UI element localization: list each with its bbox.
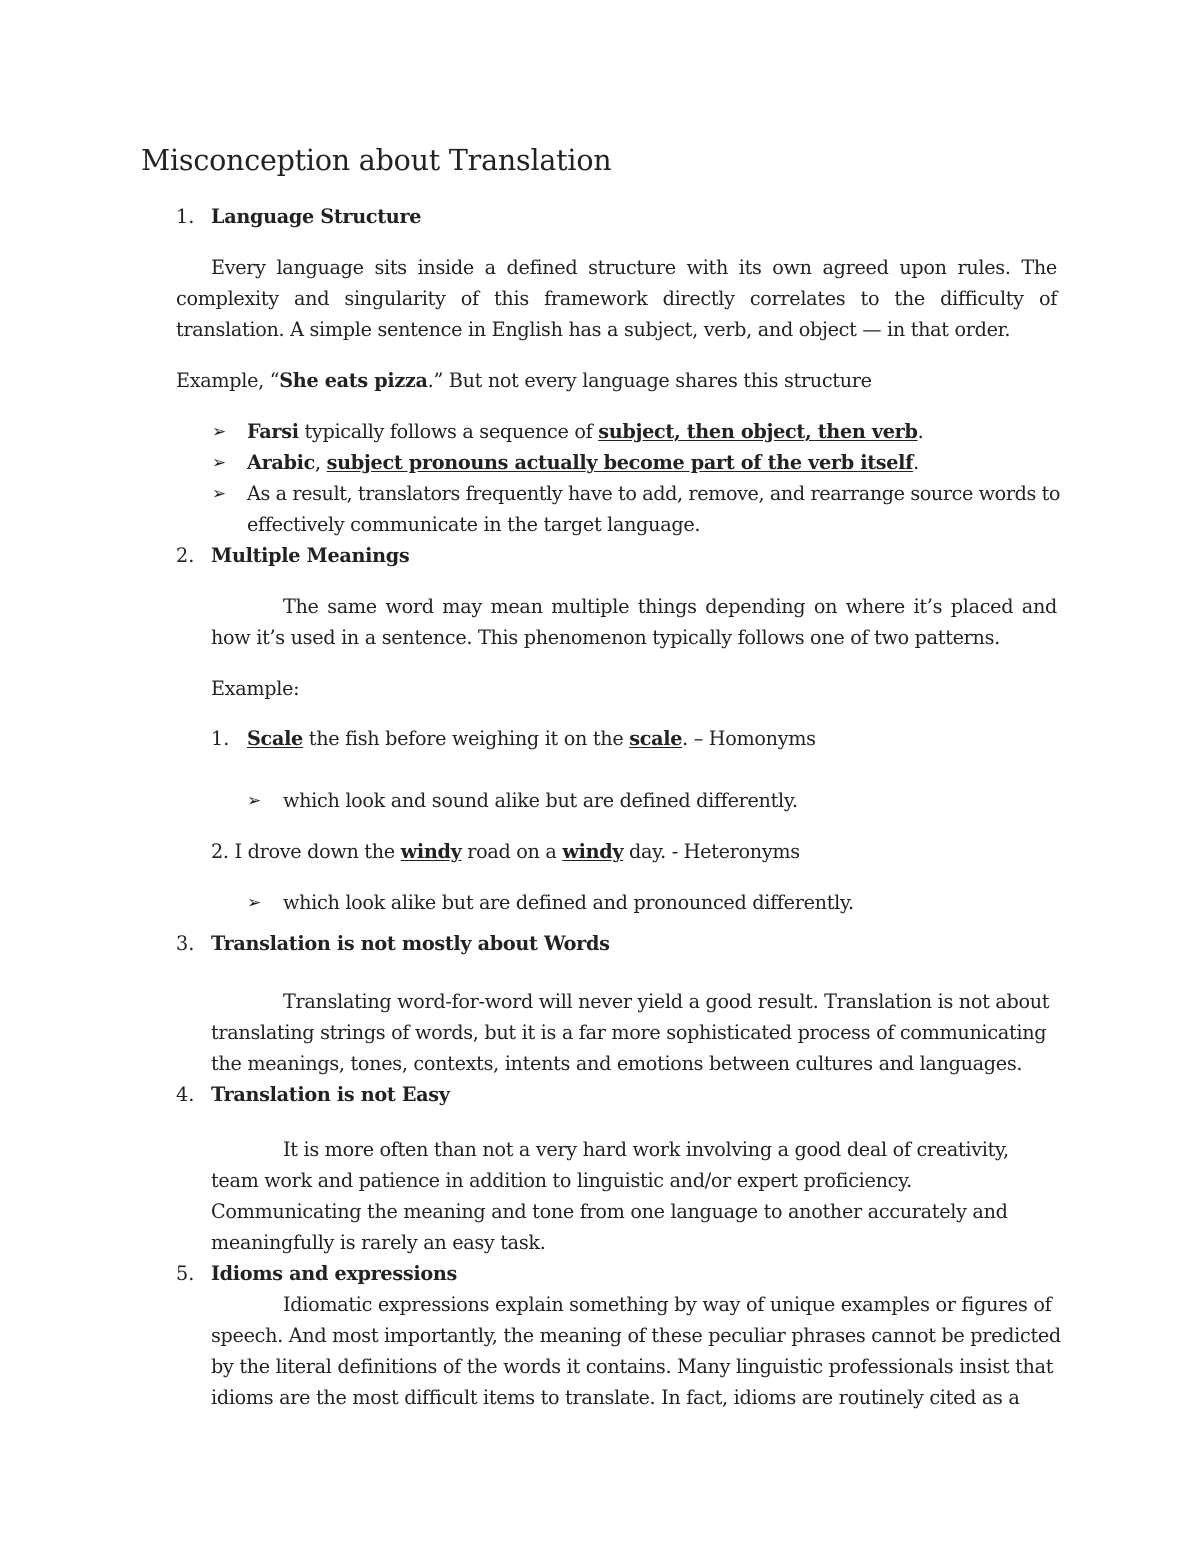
s1-bullet-result-line-1: As a result, translators frequently have to add, remove, and rearrange source words to bbox=[247, 482, 1061, 505]
s1-bullet-arabic: Arabic, subject pronouns actually become part of the verb itself. bbox=[247, 451, 919, 474]
section-1-number: 1. bbox=[176, 205, 195, 228]
arrow-bullet-icon: ➢ bbox=[212, 484, 227, 504]
s2-example-2-note: which look alike but are defined and pronounced differently. bbox=[283, 891, 854, 914]
section-4-number: 4. bbox=[176, 1083, 195, 1106]
s5-paragraph-line-3: by the literal definitions of the words it contains. Many linguistic professionals insist that bbox=[211, 1355, 1054, 1378]
s2-example-1-note: which look and sound alike but are defined differently. bbox=[283, 789, 798, 812]
section-5-heading: Idioms and expressions bbox=[211, 1262, 457, 1285]
s1-bullet-farsi: Farsi typically follows a sequence of subject, then object, then verb. bbox=[247, 420, 924, 443]
s5-paragraph-line-2: speech. And most importantly, the meaning of these peculiar phrases cannot be predicted bbox=[211, 1324, 1061, 1347]
arrow-bullet-icon: ➢ bbox=[247, 893, 262, 913]
section-2-heading: Multiple Meanings bbox=[211, 544, 410, 567]
s2-paragraph-line-2: how it’s used in a sentence. This phenomenon typically follows one of two patterns. bbox=[211, 626, 1000, 649]
arrow-bullet-icon: ➢ bbox=[212, 422, 227, 442]
s3-paragraph-line-1: Translating word-for-word will never yield a good result. Translation is not about bbox=[283, 990, 1050, 1013]
s5-paragraph-line-1: Idiomatic expressions explain something by way of unique examples or figures of bbox=[283, 1293, 1052, 1316]
section-3-heading: Translation is not mostly about Words bbox=[211, 932, 610, 955]
section-4-heading: Translation is not Easy bbox=[211, 1083, 450, 1106]
page-title: Misconception about Translation bbox=[141, 144, 612, 177]
section-5-number: 5. bbox=[176, 1262, 195, 1285]
s3-paragraph-line-2: translating strings of words, but it is a far more sophisticated process of communicating bbox=[211, 1021, 1047, 1044]
s1-paragraph-line-2: complexity and singularity of this framework directly correlates to the difficulty of bbox=[176, 287, 1057, 310]
s1-bullet-result-line-2: effectively communicate in the target language. bbox=[247, 513, 701, 536]
section-3-number: 3. bbox=[176, 932, 195, 955]
s1-example: Example, “She eats pizza.” But not every language shares this structure bbox=[176, 369, 872, 392]
s1-paragraph-line-1: Every language sits inside a defined structure with its own agreed upon rules. The bbox=[211, 256, 1057, 279]
arrow-bullet-icon: ➢ bbox=[247, 791, 262, 811]
section-2-number: 2. bbox=[176, 544, 195, 567]
s4-paragraph-line-4: meaningfully is rarely an easy task. bbox=[211, 1231, 546, 1254]
s2-example-label: Example: bbox=[211, 677, 300, 700]
section-1-heading: Language Structure bbox=[211, 205, 422, 228]
s2-paragraph-line-1: The same word may mean multiple things depending on where it’s placed and bbox=[283, 595, 1057, 618]
s2-example-2: 2. I drove down the windy road on a windy day. - Heteronyms bbox=[211, 840, 800, 863]
s3-paragraph-line-3: the meanings, tones, contexts, intents and emotions between cultures and languages. bbox=[211, 1052, 1023, 1075]
arrow-bullet-icon: ➢ bbox=[212, 453, 227, 473]
s1-paragraph-line-3: translation. A simple sentence in English has a subject, verb, and object — in that order. bbox=[176, 318, 1011, 341]
s2-example-1-number: 1. bbox=[211, 727, 230, 750]
s4-paragraph-line-1: It is more often than not a very hard work involving a good deal of creativity, bbox=[283, 1138, 1009, 1161]
s4-paragraph-line-2: team work and patience in addition to linguistic and/or expert proficiency. bbox=[211, 1169, 912, 1192]
s5-paragraph-line-4: idioms are the most difficult items to translate. In fact, idioms are routinely cited as a bbox=[211, 1386, 1020, 1409]
s2-example-1: Scale the fish before weighing it on the scale. – Homonyms bbox=[247, 727, 816, 750]
s4-paragraph-line-3: Communicating the meaning and tone from one language to another accurately and bbox=[211, 1200, 1008, 1223]
